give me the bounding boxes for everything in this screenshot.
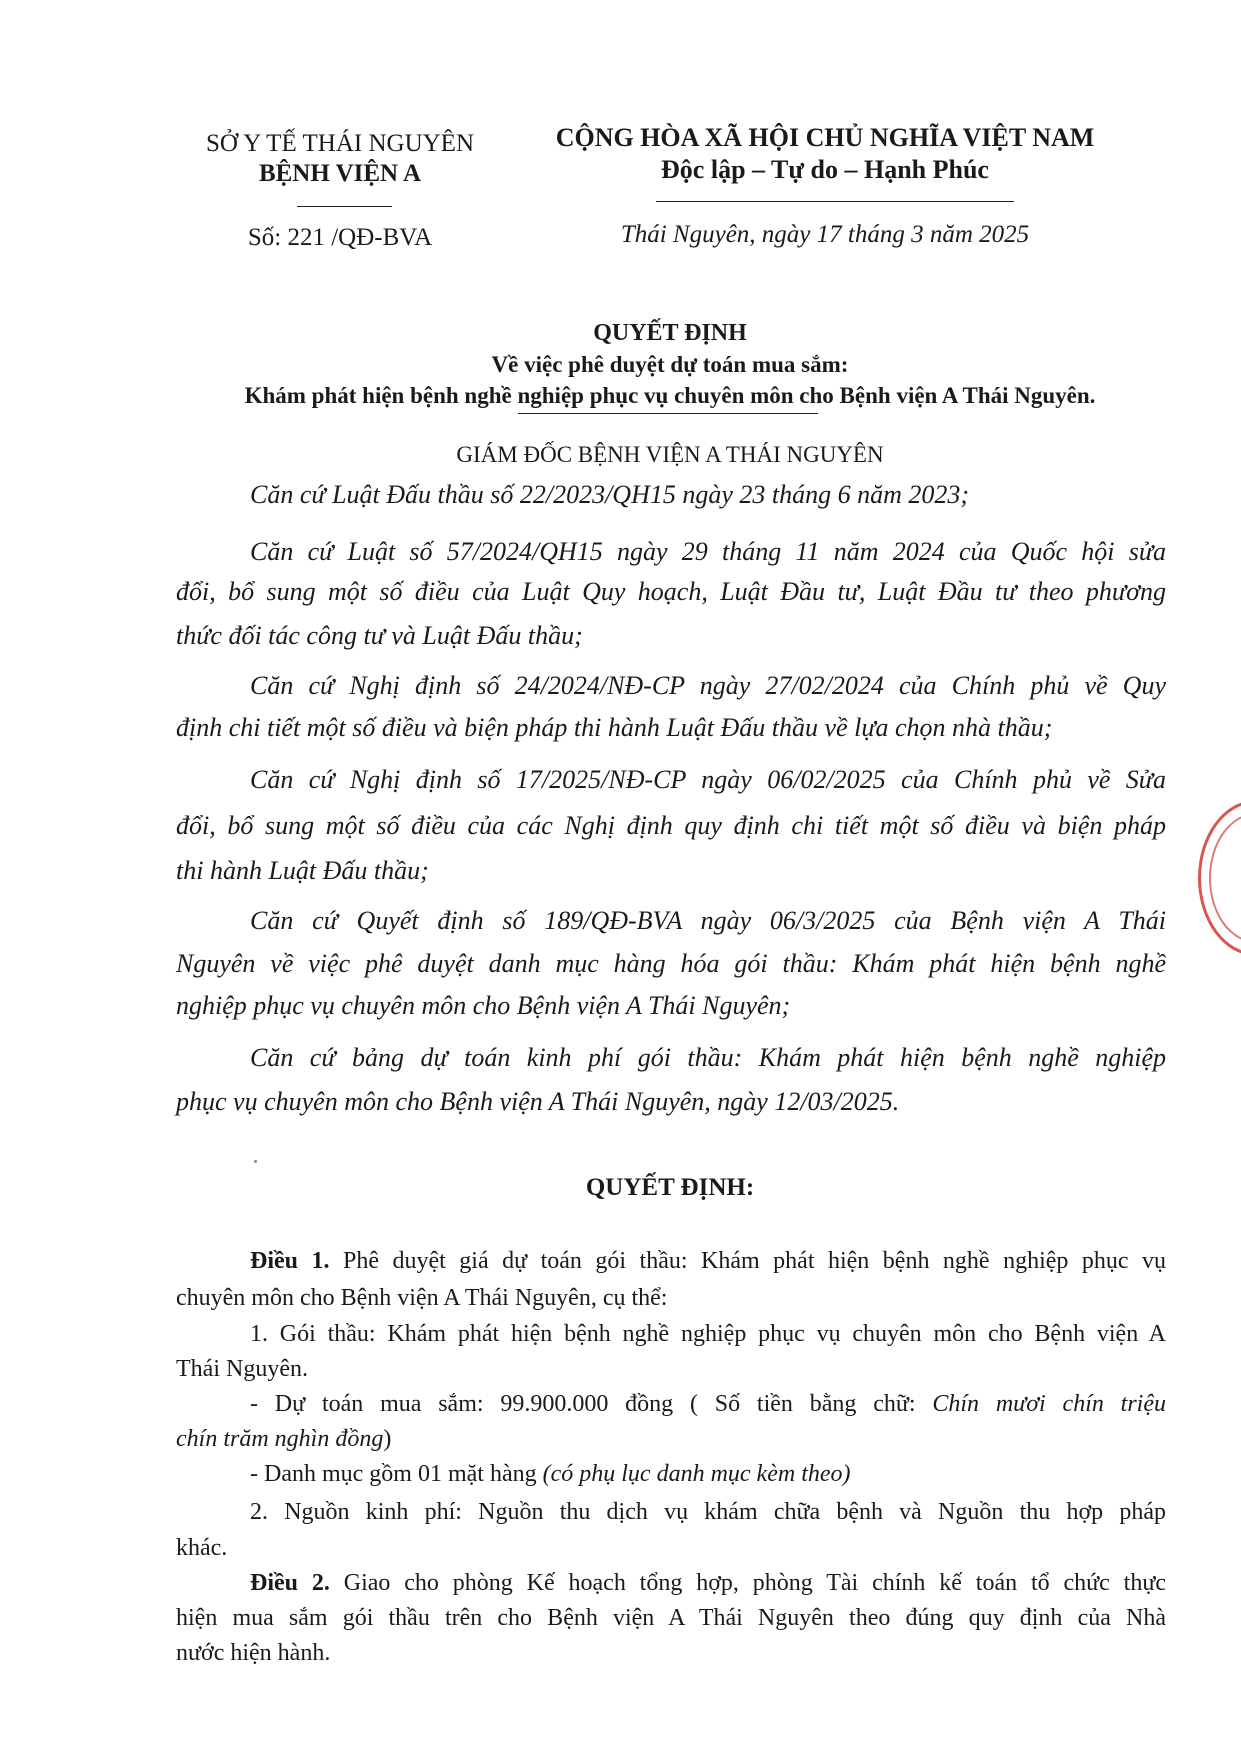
official-seal-partial [1198,800,1241,956]
item-list-line [250,1459,1166,1489]
basis-3-line-2: định chi tiết một số điều và biện pháp thi hành Luật Đấu thầu về lựa chọn nhà thầu; [176,713,1053,742]
basis-4-line-1: Căn cứ Nghị định số 17/2025/NĐ-CP ngày 06/02/2025 của Chính phủ về Sửa [250,765,1166,794]
budget-words-part-2: chín trăm nghìn đồng [176,1426,384,1452]
basis-5-line-3: nghiệp phục vụ chuyên môn cho Bệnh viện A Thái Nguyên; [176,991,791,1020]
basis-2-line-1: Căn cứ Luật số 57/2024/QH15 ngày 29 tháng 11 năm 2024 của Quốc hội sửa [250,537,1166,566]
budget-words-part-1: Chín mươi chín triệu [932,1391,1166,1417]
hospital-name: BỆNH VIỆN A [258,160,422,187]
item-2-line-2: khác. [176,1535,228,1561]
item-1-line-2: Thái Nguyên. [176,1356,308,1382]
basis-5-line-2: Nguyên về việc phê duyệt danh mục hàng hóa gói thầu: Khám phát hiện bệnh nghề [176,949,1166,978]
article-1-intro-text: Phê duyệt giá dự toán gói thầu: Khám phát hiện bệnh nghề nghiệp phục vụ [343,1248,1167,1274]
right-header-rule [656,201,1014,202]
item-1-line-1: 1. Gói thầu: Khám phát hiện bệnh nghề nghiệp phục vụ chuyên môn cho Bệnh viện A [250,1321,1166,1347]
article-1-intro-line-1 [250,1246,1166,1276]
subject-line-1: Về việc phê duyệt dự toán mua sắm: [491,352,849,377]
budget-line-1 [250,1389,1166,1419]
basis-3-line-1: Căn cứ Nghị định số 24/2024/NĐ-CP ngày 27/02/2024 của Chính phủ về Quy [250,671,1166,700]
left-header-rule [297,206,392,207]
basis-6-line-1: Căn cứ bảng dự toán kinh phí gói thầu: Khám phát hiện bệnh nghề nghiệp [250,1043,1166,1072]
basis-5-line-1: Căn cứ Quyết định số 189/QĐ-BVA ngày 06/3/2025 của Bệnh viện A Thái [250,906,1166,935]
agency-name: SỞ Y TẾ THÁI NGUYÊN [205,130,475,157]
item-list-text: - Danh mục gồm 01 mặt hàng [250,1461,543,1487]
nation-name: CỘNG HÒA XÃ HỘI CHỦ NGHĨA VIỆT NAM [555,123,1095,152]
basis-1-line-1: Căn cứ Luật Đấu thầu số 22/2023/QH15 ngày 23 tháng 6 năm 2023; [250,480,970,509]
title-rule [518,413,818,414]
decision-heading: QUYẾT ĐỊNH: [585,1174,755,1201]
article-1-label: Điều 1. [250,1248,330,1274]
item-2-line-1: 2. Nguồn kinh phí: Nguồn thu dịch vụ khám chữa bệnh và Nguồn thu hợp pháp [250,1499,1166,1525]
article-2-line-2: hiện mua sắm gói thầu trên cho Bệnh viện A Thái Nguyên theo đúng quy định của Nhà [176,1605,1166,1631]
budget-line-2 [176,1424,1166,1454]
article-2-text: Giao cho phòng Kế hoạch tổng hợp, phòng Tài chính kế toán tổ chức thực [343,1570,1167,1596]
article-1-intro-line-2: chuyên môn cho Bệnh viện A Thái Nguyên, cụ thể: [176,1285,668,1311]
basis-4-line-2: đổi, bổ sung một số điều của các Nghị định quy định chi tiết một số điều và biện pháp [176,811,1166,840]
basis-2-line-2: đổi, bổ sung một số điều của Luật Quy hoạch, Luật Đầu tư, Luật Đầu tư theo phương [176,577,1166,606]
basis-6-line-2: phục vụ chuyên môn cho Bệnh viện A Thái Nguyên, ngày 12/03/2025. [176,1087,900,1116]
article-2-label: Điều 2. [250,1570,330,1596]
budget-close-paren: ) [383,1426,392,1452]
item-list-note: (có phụ lục danh mục kèm theo) [542,1461,851,1487]
subject-line-2: Khám phát hiện bệnh nghề nghiệp phục vụ chuyên môn cho Bệnh viện A Thái Nguyên. [244,383,1096,408]
basis-2-line-3: thức đối tác công tư và Luật Đấu thầu; [176,621,583,650]
issuing-authority: GIÁM ĐỐC BỆNH VIỆN A THÁI NGUYÊN [456,442,884,467]
article-2-line-1 [250,1568,1166,1598]
document-heading: QUYẾT ĐỊNH [593,320,747,346]
budget-amount: - Dự toán mua sắm: 99.900.000 đồng ( Số tiền bằng chữ: [250,1391,933,1417]
article-2-line-3: nước hiện hành. [176,1640,331,1666]
national-motto: Độc lập – Tự do – Hạnh Phúc [661,155,989,184]
place-and-date: Thái Nguyên, ngày 17 tháng 3 năm 2025 [620,221,1030,248]
scan-speck [254,1160,257,1163]
document-number: Số: 221 /QĐ-BVA [247,224,433,251]
basis-4-line-3: thi hành Luật Đấu thầu; [176,856,429,885]
